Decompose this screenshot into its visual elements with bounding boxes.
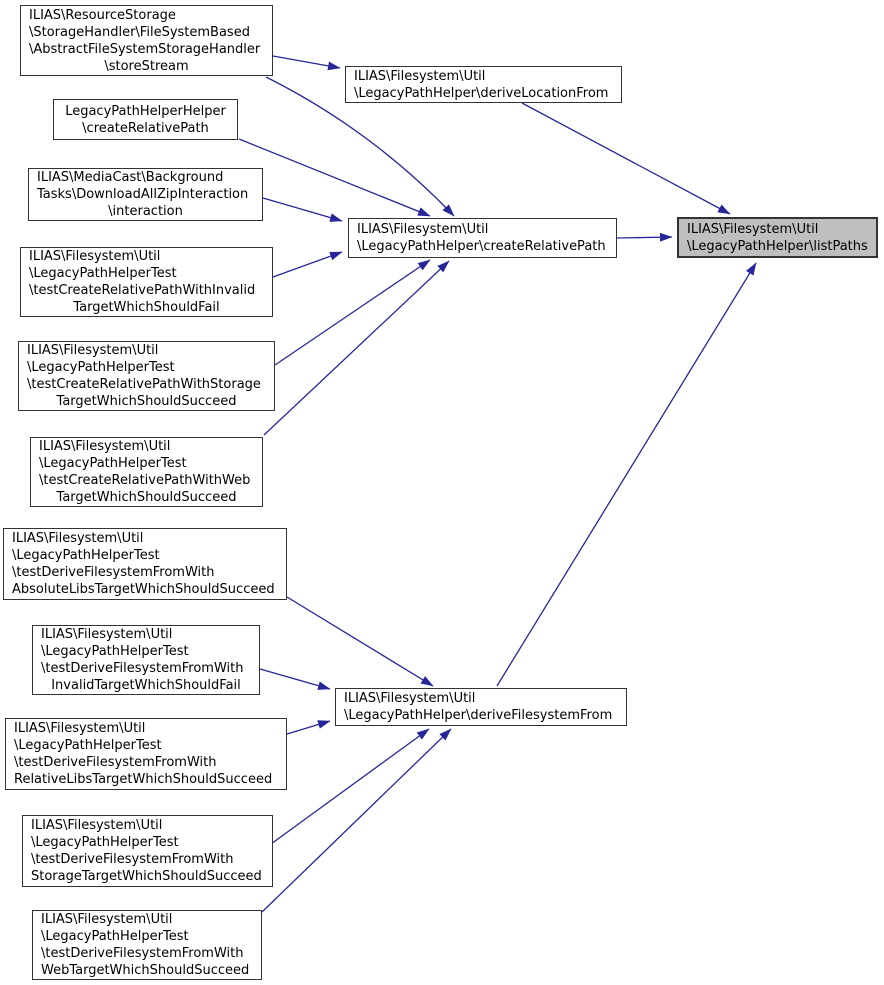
edge-test-create-web-to-create-relative-path: [264, 261, 449, 435]
node-label-line: \StorageHandler\FileSystemBased: [29, 24, 250, 40]
graph-node-test-derive-relative-libs[interactable]: [5, 718, 287, 790]
node-label-line: \createRelativePath: [82, 120, 209, 136]
node-label-line: \LegacyPathHelperTest: [27, 360, 175, 375]
edge-test-derive-web-to-derive-filesystem-from: [262, 729, 451, 912]
node-label-line: InvalidTargetWhichShouldFail: [51, 678, 241, 693]
edge-test-derive-absolute-libs-to-derive-filesystem-from: [287, 597, 433, 686]
graph-node-test-create-invalid[interactable]: [20, 247, 273, 317]
node-label-line: \interaction: [108, 204, 183, 219]
graph-node-list-paths: [677, 217, 878, 258]
graph-node-test-derive-storage[interactable]: [22, 815, 273, 887]
node-label-line: \AbstractFileSystemStorageHandler: [29, 41, 261, 57]
node-label-line: \testDeriveFilesystemFromWith: [31, 852, 234, 867]
edge-create-relative-path-to-list-paths: [617, 237, 672, 238]
node-label-line: ILIAS\Filesystem\Util: [12, 531, 144, 546]
node-label-line: ILIAS\Filesystem\Util: [354, 68, 486, 84]
edge-test-create-invalid-to-create-relative-path: [273, 252, 342, 277]
node-label-line: ILIAS\Filesystem\Util: [39, 439, 171, 454]
graph-node-test-create-storage[interactable]: [18, 341, 275, 411]
graph-node-legacy-path-helper-helper[interactable]: [53, 99, 238, 140]
node-label-line: \testDeriveFilesystemFromWith: [12, 565, 215, 580]
node-label-line: \LegacyPathHelperTest: [31, 835, 179, 850]
node-label-line: \LegacyPathHelperTest: [39, 456, 187, 471]
edge-store-stream-to-derive-location-from: [273, 56, 340, 68]
node-label-line: TargetWhichShouldSucceed: [56, 394, 237, 409]
node-label-line: WebTargetWhichShouldSucceed: [41, 963, 250, 978]
graph-node-test-create-web[interactable]: [30, 437, 263, 507]
node-label-line: RelativeLibsTargetWhichShouldSucceed: [14, 772, 273, 787]
graph-node-test-derive-web[interactable]: [32, 910, 262, 980]
graph-node-create-relative-path[interactable]: [348, 218, 617, 258]
node-label-line: \testCreateRelativePathWithWeb: [39, 473, 251, 488]
node-label-line: Tasks\DownloadAllZipInteraction: [37, 187, 249, 202]
node-label-line: \testDeriveFilesystemFromWith: [41, 661, 244, 676]
node-label-line: \LegacyPathHelperTest: [41, 929, 189, 944]
node-label-line: ILIAS\Filesystem\Util: [687, 221, 819, 237]
node-label-line: \LegacyPathHelperTest: [41, 644, 189, 659]
graph-node-store-stream[interactable]: [20, 5, 273, 76]
node-label-line: ILIAS\Filesystem\Util: [27, 343, 159, 358]
graph-node-test-derive-invalid[interactable]: [32, 625, 260, 695]
node-label-line: \storeStream: [104, 58, 189, 74]
node-label-line: \testCreateRelativePathWithStorage: [27, 377, 261, 392]
node-label-line: LegacyPathHelperHelper: [65, 103, 226, 119]
graph-node-mediacast-interaction[interactable]: [28, 168, 263, 221]
node-label-line: TargetWhichShouldSucceed: [56, 490, 237, 505]
node-label-line: ILIAS\Filesystem\Util: [31, 818, 163, 833]
node-label-line: ILIAS\ResourceStorage: [29, 7, 176, 23]
node-label-line: \LegacyPathHelper\deriveLocationFrom: [354, 85, 609, 101]
edge-mediacast-interaction-to-create-relative-path: [263, 198, 342, 221]
node-label-line: ILIAS\MediaCast\Background: [37, 170, 224, 185]
edge-derive-filesystem-from-to-list-paths: [497, 263, 756, 686]
node-label-line: AbsoluteLibsTargetWhichShouldSucceed: [12, 582, 275, 597]
node-label-line: StorageTargetWhichShouldSucceed: [31, 869, 262, 884]
node-label-line: \LegacyPathHelper\listPaths: [687, 238, 868, 254]
node-label-line: \LegacyPathHelperTest: [12, 548, 160, 563]
node-label-line: ILIAS\Filesystem\Util: [14, 721, 146, 736]
node-label-line: \LegacyPathHelper\createRelativePath: [357, 239, 606, 254]
node-label-line: \testCreateRelativePathWithInvalid: [29, 283, 256, 298]
node-label-line: ILIAS\Filesystem\Util: [344, 691, 476, 706]
edge-derive-location-from-to-list-paths: [522, 103, 730, 214]
node-label-line: ILIAS\Filesystem\Util: [41, 627, 173, 642]
graph-node-derive-filesystem-from[interactable]: [335, 688, 627, 726]
edge-test-derive-invalid-to-derive-filesystem-from: [260, 669, 330, 689]
edge-legacy-path-helper-helper-to-create-relative-path: [239, 139, 430, 216]
graph-node-derive-location-from[interactable]: [345, 66, 622, 103]
node-label-line: ILIAS\Filesystem\Util: [357, 222, 489, 237]
node-label-line: \LegacyPathHelperTest: [14, 738, 162, 753]
edge-test-create-storage-to-create-relative-path: [275, 260, 430, 365]
node-label-line: \LegacyPathHelperTest: [29, 266, 177, 281]
node-label-line: \LegacyPathHelper\deriveFilesystemFrom: [344, 708, 613, 723]
graph-node-test-derive-absolute-libs[interactable]: [3, 528, 287, 600]
node-label-line: TargetWhichShouldFail: [73, 300, 220, 315]
edge-test-derive-relative-libs-to-derive-filesystem-from: [287, 721, 330, 734]
node-label-line: ILIAS\Filesystem\Util: [41, 912, 173, 927]
node-label-line: ILIAS\Filesystem\Util: [29, 249, 161, 264]
node-label-line: \testDeriveFilesystemFromWith: [41, 946, 244, 961]
node-label-line: \testDeriveFilesystemFromWith: [14, 755, 217, 770]
